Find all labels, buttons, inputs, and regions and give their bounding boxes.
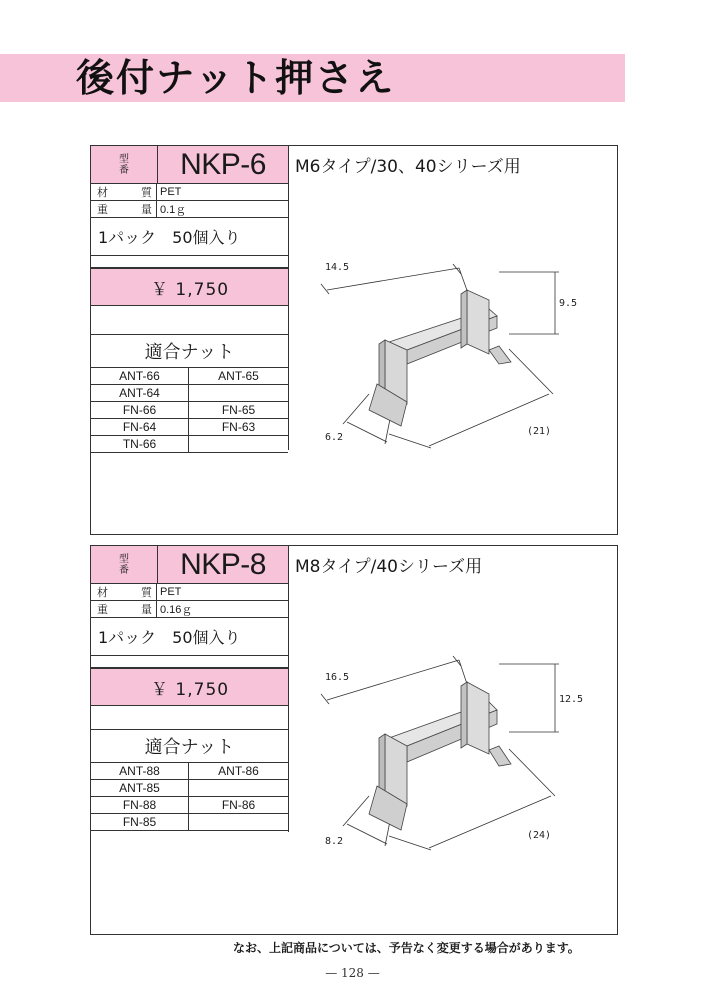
pack-quantity: 1パック 50個入り — [91, 618, 288, 656]
nut-cell: ANT-86 — [189, 763, 288, 780]
page-title: 後付ナット押さえ — [76, 56, 396, 100]
spacer — [91, 656, 288, 668]
dim-width: 14.5 — [325, 262, 350, 273]
dim-length: (21) — [527, 426, 552, 437]
spacer — [91, 256, 288, 268]
nut-grid — [91, 368, 288, 453]
part-drawing — [319, 254, 578, 474]
nut-table-title: 適合ナット — [91, 730, 288, 763]
product-card-nkp-8 — [90, 545, 618, 935]
price: ￥ 1,750 — [91, 268, 288, 306]
spacer — [91, 306, 288, 336]
weight-value: 0.1ｇ — [160, 204, 187, 216]
weight-row — [91, 601, 288, 618]
dim-foot: 6.2 — [325, 432, 344, 443]
weight-label: 重 量 — [91, 601, 157, 617]
material-row — [91, 584, 288, 601]
spec-table — [91, 546, 288, 736]
nut-cell: ANT-64 — [91, 385, 189, 402]
compatible-nuts-table — [91, 729, 288, 831]
page-number: — 128 — — [325, 966, 380, 980]
material-value: PET — [160, 186, 182, 198]
dim-foot: 8.2 — [325, 836, 344, 847]
spec-border — [288, 146, 289, 450]
nut-cell — [189, 814, 288, 831]
dim-length: (24) — [527, 830, 552, 841]
model-number: NKP-6 — [158, 146, 288, 183]
nut-grid — [91, 763, 288, 831]
dim-height: 9.5 — [559, 298, 578, 309]
nut-cell: TN-66 — [91, 436, 189, 453]
material-row — [91, 184, 288, 201]
nut-cell — [189, 436, 288, 453]
nut-cell: FN-64 — [91, 419, 189, 436]
nut-cell: FN-85 — [91, 814, 189, 831]
material-label: 材 質 — [91, 184, 157, 200]
nut-cell: ANT-66 — [91, 368, 189, 385]
nut-cell: FN-65 — [189, 402, 288, 419]
spec-border — [288, 546, 289, 832]
weight-value: 0.16ｇ — [160, 604, 193, 616]
series-label: M6タイプ/30、40シリーズ用 — [295, 157, 521, 177]
nut-cell — [189, 780, 288, 797]
model-label: 型 番 — [91, 546, 158, 583]
weight-row — [91, 201, 288, 218]
dim-width: 16.5 — [325, 672, 350, 683]
nut-cell: FN-63 — [189, 419, 288, 436]
part-drawing — [319, 654, 584, 874]
nut-cell: FN-88 — [91, 797, 189, 814]
nut-cell: ANT-65 — [189, 368, 288, 385]
nut-cell: FN-66 — [91, 402, 189, 419]
material-label: 材 質 — [91, 584, 157, 600]
weight-label: 重 量 — [91, 201, 157, 217]
price: ￥ 1,750 — [91, 668, 288, 706]
nut-cell: FN-86 — [189, 797, 288, 814]
nut-table-title: 適合ナット — [91, 335, 288, 368]
spec-table — [91, 146, 288, 336]
product-card-nkp-6 — [90, 145, 618, 535]
footnote: なお、上記商品については、予告なく変更する場合があります。 — [233, 941, 580, 955]
series-label: M8タイプ/40シリーズ用 — [295, 557, 483, 577]
model-label: 型 番 — [91, 146, 158, 183]
nut-cell — [189, 385, 288, 402]
material-value: PET — [160, 586, 182, 598]
dim-height: 12.5 — [559, 694, 584, 705]
model-row — [91, 546, 288, 584]
compatible-nuts-table — [91, 334, 288, 453]
nut-cell: ANT-88 — [91, 763, 189, 780]
pack-quantity: 1パック 50個入り — [91, 218, 288, 256]
model-number: NKP-8 — [158, 546, 288, 583]
model-row — [91, 146, 288, 184]
nut-cell: ANT-85 — [91, 780, 189, 797]
